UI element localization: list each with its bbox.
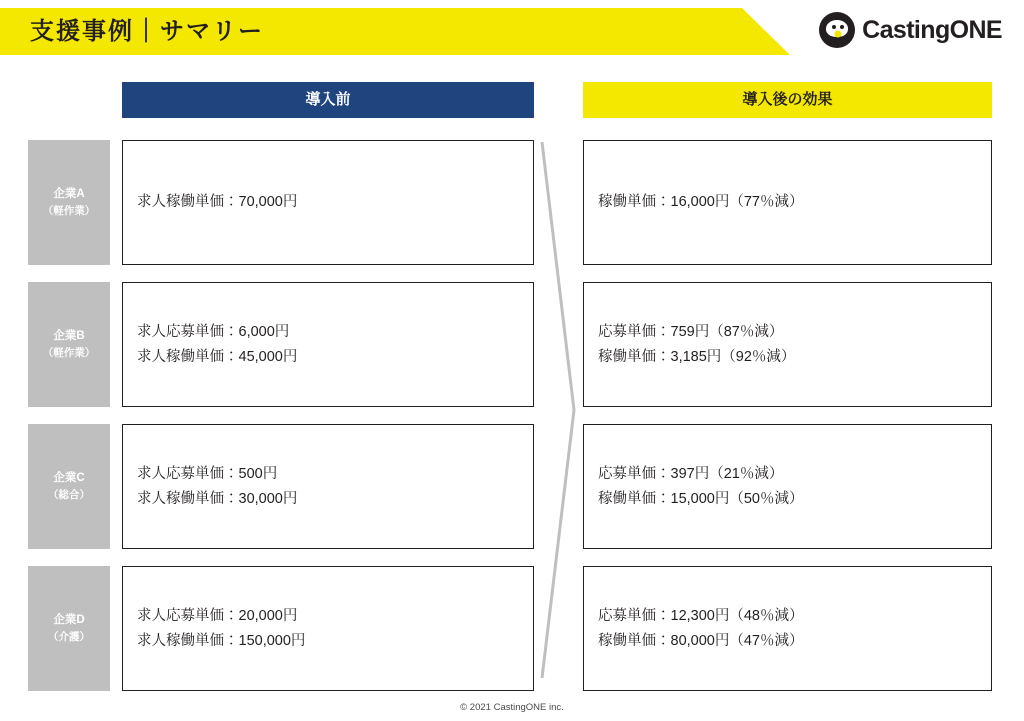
table-row [0, 424, 1024, 549]
metric-line: 求人稼働単価：45,000円 [137, 348, 298, 365]
column-headers [0, 82, 1024, 118]
metric-line: 応募単価：759円（87％減） [598, 323, 784, 340]
table-row [0, 566, 1024, 691]
column-header-after: 導入後の効果 [583, 82, 992, 118]
metric-line: 応募単価：397円（21％減） [598, 465, 784, 482]
row-company-industry: （軽作業） [42, 204, 96, 217]
metric-line: 求人応募単価：20,000円 [137, 607, 298, 624]
row-company-industry: （総合） [48, 488, 90, 501]
column-header-before: 導入前 [122, 82, 534, 118]
row-label-company-b [28, 282, 110, 407]
cell-after-company-c [583, 424, 992, 549]
row-label-company-a [28, 140, 110, 265]
metric-line: 求人応募単価：6,000円 [137, 323, 290, 340]
metric-line: 稼働単価：16,000円（77％減） [598, 194, 804, 210]
cell-before-company-d [122, 566, 534, 691]
row-company-industry: （介護） [48, 630, 90, 643]
copyright-footer: © 2021 CastingONE inc. [460, 702, 564, 713]
row-label-company-c [28, 424, 110, 549]
page-header [0, 0, 1024, 63]
cell-before-company-a [122, 140, 534, 265]
cases-table [0, 140, 1024, 708]
row-company-name: 企業B [53, 329, 85, 342]
metric-line: 求人稼働単価：150,000円 [137, 632, 306, 649]
metric-line: 求人稼働単価：70,000円 [137, 194, 298, 210]
brand-name: CastingONE [862, 15, 1002, 44]
cell-after-company-d [583, 566, 992, 691]
metric-line: 稼働単価：15,000円（50％減） [598, 490, 804, 507]
metric-line: 応募単価：12,300円（48％減） [598, 607, 804, 624]
metric-line: 求人応募単価：500円 [137, 465, 278, 482]
table-row [0, 140, 1024, 265]
cell-before-company-c [122, 424, 534, 549]
metric-line: 稼働単価：3,185円（92％減） [598, 348, 796, 365]
row-company-name: 企業D [53, 613, 85, 626]
bird-logo-icon [819, 12, 855, 48]
metric-line: 稼働単価：80,000円（47％減） [598, 632, 804, 649]
brand-logo [819, 12, 1002, 48]
metric-line: 求人稼働単価：30,000円 [137, 490, 298, 507]
cell-before-company-b [122, 282, 534, 407]
table-row [0, 282, 1024, 407]
row-company-industry: （軽作業） [42, 346, 96, 359]
row-company-name: 企業A [53, 187, 85, 200]
row-company-name: 企業C [53, 471, 85, 484]
cell-after-company-b [583, 282, 992, 407]
cell-after-company-a [583, 140, 992, 265]
row-label-company-d [28, 566, 110, 691]
page-title: 支援事例｜サマリー [30, 18, 264, 45]
